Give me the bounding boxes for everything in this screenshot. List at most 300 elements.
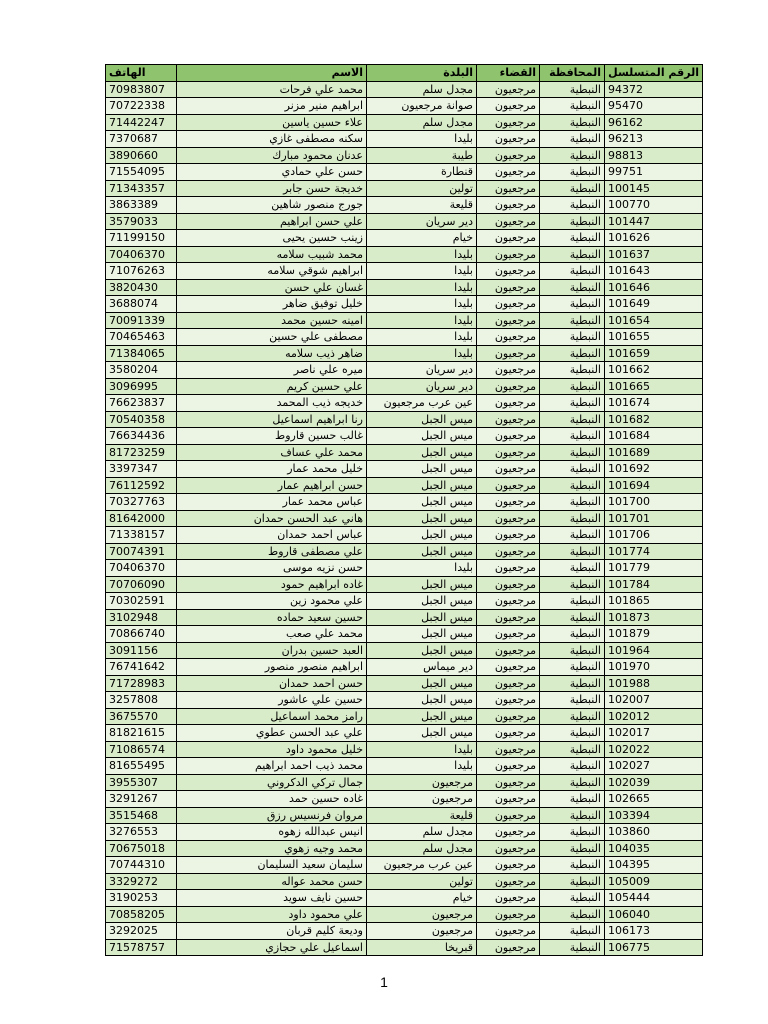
name-cell: عدنان محمود مبارك <box>177 147 367 164</box>
town-cell: ميس الجبل <box>367 428 477 445</box>
name-cell: علي مصطفى قاروط <box>177 543 367 560</box>
district-cell: مرجعيون <box>477 477 540 494</box>
name-cell: محمد وجيه زهوي <box>177 840 367 857</box>
serial-cell: 101655 <box>605 329 703 346</box>
phone-cell: 76634436 <box>106 428 177 445</box>
serial-cell: 102039 <box>605 774 703 791</box>
district-cell: مرجعيون <box>477 345 540 362</box>
district-cell: مرجعيون <box>477 939 540 956</box>
town-cell: ميس الجبل <box>367 411 477 428</box>
district-cell: مرجعيون <box>477 494 540 511</box>
district-cell: مرجعيون <box>477 890 540 907</box>
district-cell: مرجعيون <box>477 279 540 296</box>
district-cell: مرجعيون <box>477 675 540 692</box>
town-cell: بليدا <box>367 246 477 263</box>
serial-cell: 105444 <box>605 890 703 907</box>
name-cell: حسن نزيه موسى <box>177 560 367 577</box>
town-cell: ميس الجبل <box>367 510 477 527</box>
governorate-cell: النبطية <box>540 263 605 280</box>
name-cell: رامز محمد اسماعيل <box>177 708 367 725</box>
governorate-cell: النبطية <box>540 411 605 428</box>
town-cell: ميس الجبل <box>367 494 477 511</box>
name-cell: غاده ابراهيم حمود <box>177 576 367 593</box>
phone-cell: 3276553 <box>106 824 177 841</box>
governorate-cell: النبطية <box>540 428 605 445</box>
town-cell: ميس الجبل <box>367 692 477 709</box>
governorate-cell: النبطية <box>540 675 605 692</box>
table-row <box>106 362 703 379</box>
district-cell: مرجعيون <box>477 741 540 758</box>
governorate-cell: النبطية <box>540 114 605 131</box>
name-cell: امينه حسين محمد <box>177 312 367 329</box>
governorate-cell: النبطية <box>540 81 605 98</box>
serial-cell: 101654 <box>605 312 703 329</box>
serial-cell: 102012 <box>605 708 703 725</box>
serial-cell: 96213 <box>605 131 703 148</box>
district-cell: مرجعيون <box>477 543 540 560</box>
governorate-cell: النبطية <box>540 824 605 841</box>
serial-cell: 101879 <box>605 626 703 643</box>
table-row <box>106 857 703 874</box>
name-cell: محمد شبيب سلامه <box>177 246 367 263</box>
table-row <box>106 411 703 428</box>
name-cell: ابراهيم منصور منصور <box>177 659 367 676</box>
serial-cell: 100145 <box>605 180 703 197</box>
governorate-cell: النبطية <box>540 279 605 296</box>
name-cell: ابراهيم شوقي سلامه <box>177 263 367 280</box>
name-cell: خليل محمود داود <box>177 741 367 758</box>
governorate-cell: النبطية <box>540 906 605 923</box>
header-town: البلدة <box>367 65 477 82</box>
phone-cell: 81723259 <box>106 444 177 461</box>
governorate-cell: النبطية <box>540 774 605 791</box>
phone-cell: 71578757 <box>106 939 177 956</box>
table-row <box>106 692 703 709</box>
table-row <box>106 758 703 775</box>
name-cell: غسان علي حسن <box>177 279 367 296</box>
name-cell: سليمان سعيد السليمان <box>177 857 367 874</box>
governorate-cell: النبطية <box>540 758 605 775</box>
table-row <box>106 741 703 758</box>
town-cell: مرجعيون <box>367 906 477 923</box>
table-row <box>106 378 703 395</box>
district-cell: مرجعيون <box>477 824 540 841</box>
district-cell: مرجعيون <box>477 791 540 808</box>
serial-cell: 106775 <box>605 939 703 956</box>
name-cell: حسين نايف سويد <box>177 890 367 907</box>
town-cell: ميس الجبل <box>367 477 477 494</box>
phone-cell: 76741642 <box>106 659 177 676</box>
table-row <box>106 114 703 131</box>
serial-cell: 101865 <box>605 593 703 610</box>
name-cell: خليل توفيق ضاهر <box>177 296 367 313</box>
phone-cell: 3579033 <box>106 213 177 230</box>
table-row <box>106 329 703 346</box>
table-row <box>106 642 703 659</box>
governorate-cell: النبطية <box>540 857 605 874</box>
serial-cell: 101626 <box>605 230 703 247</box>
district-cell: مرجعيون <box>477 659 540 676</box>
name-cell: ابراهيم منير مزنر <box>177 98 367 115</box>
governorate-cell: النبطية <box>540 230 605 247</box>
serial-cell: 101682 <box>605 411 703 428</box>
phone-cell: 70406370 <box>106 560 177 577</box>
serial-cell: 101649 <box>605 296 703 313</box>
table-row <box>106 840 703 857</box>
table-row <box>106 675 703 692</box>
name-cell: زينب حسين يحيى <box>177 230 367 247</box>
district-cell: مرجعيون <box>477 180 540 197</box>
town-cell: ميس الجبل <box>367 576 477 593</box>
serial-cell: 102665 <box>605 791 703 808</box>
table-row <box>106 593 703 610</box>
governorate-cell: النبطية <box>540 527 605 544</box>
table-row <box>106 296 703 313</box>
name-cell: علاء حسين ياسين <box>177 114 367 131</box>
phone-cell: 71442247 <box>106 114 177 131</box>
header-phone: الهاتف <box>106 65 177 82</box>
governorate-cell: النبطية <box>540 939 605 956</box>
town-cell: خيام <box>367 230 477 247</box>
name-cell: العبد حسين بدران <box>177 642 367 659</box>
phone-cell: 70983807 <box>106 81 177 98</box>
table-row <box>106 246 703 263</box>
governorate-cell: النبطية <box>540 197 605 214</box>
phone-cell: 70540358 <box>106 411 177 428</box>
table-row <box>106 626 703 643</box>
town-cell: تولين <box>367 873 477 890</box>
name-cell: جمال تركي الدكروني <box>177 774 367 791</box>
serial-cell: 101694 <box>605 477 703 494</box>
governorate-cell: النبطية <box>540 329 605 346</box>
table-row <box>106 510 703 527</box>
district-cell: مرجعيون <box>477 758 540 775</box>
town-cell: قليعة <box>367 197 477 214</box>
name-cell: حسن علي حمادي <box>177 164 367 181</box>
town-cell: بليدا <box>367 296 477 313</box>
name-cell: علي محمود داود <box>177 906 367 923</box>
governorate-cell: النبطية <box>540 180 605 197</box>
phone-cell: 3820430 <box>106 279 177 296</box>
governorate-cell: النبطية <box>540 444 605 461</box>
town-cell: مجدل سلم <box>367 81 477 98</box>
district-cell: مرجعيون <box>477 593 540 610</box>
header-row <box>106 65 703 82</box>
district-cell: مرجعيون <box>477 131 540 148</box>
phone-cell: 7370687 <box>106 131 177 148</box>
town-cell: مجدل سلم <box>367 840 477 857</box>
serial-cell: 101706 <box>605 527 703 544</box>
serial-cell: 101964 <box>605 642 703 659</box>
phone-cell: 3329272 <box>106 873 177 890</box>
district-cell: مرجعيون <box>477 609 540 626</box>
governorate-cell: النبطية <box>540 147 605 164</box>
district-cell: مرجعيون <box>477 312 540 329</box>
phone-cell: 81642000 <box>106 510 177 527</box>
governorate-cell: النبطية <box>540 659 605 676</box>
phone-cell: 70302591 <box>106 593 177 610</box>
phone-cell: 3257808 <box>106 692 177 709</box>
header-name: الاسم <box>177 65 367 82</box>
district-cell: مرجعيون <box>477 428 540 445</box>
district-cell: مرجعيون <box>477 444 540 461</box>
governorate-cell: النبطية <box>540 807 605 824</box>
phone-cell: 70091339 <box>106 312 177 329</box>
table-row <box>106 609 703 626</box>
district-cell: مرجعيون <box>477 461 540 478</box>
governorate-cell: النبطية <box>540 246 605 263</box>
district-cell: مرجعيون <box>477 527 540 544</box>
governorate-cell: النبطية <box>540 494 605 511</box>
town-cell: قليعة <box>367 807 477 824</box>
phone-cell: 70327763 <box>106 494 177 511</box>
table-row <box>106 494 703 511</box>
governorate-cell: النبطية <box>540 741 605 758</box>
serial-cell: 99751 <box>605 164 703 181</box>
name-cell: خديجة حسن جابر <box>177 180 367 197</box>
governorate-cell: النبطية <box>540 692 605 709</box>
table-row <box>106 81 703 98</box>
town-cell: ميس الجبل <box>367 626 477 643</box>
serial-cell: 102017 <box>605 725 703 742</box>
governorate-cell: النبطية <box>540 576 605 593</box>
governorate-cell: النبطية <box>540 477 605 494</box>
serial-cell: 95470 <box>605 98 703 115</box>
name-cell: حسن ابراهيم عمار <box>177 477 367 494</box>
phone-cell: 3102948 <box>106 609 177 626</box>
governorate-cell: النبطية <box>540 98 605 115</box>
serial-cell: 101684 <box>605 428 703 445</box>
serial-cell: 101643 <box>605 263 703 280</box>
governorate-cell: النبطية <box>540 642 605 659</box>
table-body <box>106 81 703 956</box>
name-cell: ضاهر ذيب سلامه <box>177 345 367 362</box>
table-row <box>106 560 703 577</box>
phone-cell: 71199150 <box>106 230 177 247</box>
name-cell: انيس عبدالله زهوه <box>177 824 367 841</box>
name-cell: غالب حسين قاروط <box>177 428 367 445</box>
governorate-cell: النبطية <box>540 560 605 577</box>
district-cell: مرجعيون <box>477 923 540 940</box>
serial-cell: 103394 <box>605 807 703 824</box>
governorate-cell: النبطية <box>540 296 605 313</box>
district-cell: مرجعيون <box>477 642 540 659</box>
governorate-cell: النبطية <box>540 461 605 478</box>
governorate-cell: النبطية <box>540 840 605 857</box>
name-cell: خديجه ذيب المحمد <box>177 395 367 412</box>
governorate-cell: النبطية <box>540 510 605 527</box>
governorate-cell: النبطية <box>540 395 605 412</box>
governorate-cell: النبطية <box>540 708 605 725</box>
town-cell: دير سريان <box>367 213 477 230</box>
governorate-cell: النبطية <box>540 345 605 362</box>
district-cell: مرجعيون <box>477 263 540 280</box>
district-cell: مرجعيون <box>477 807 540 824</box>
town-cell: ميس الجبل <box>367 593 477 610</box>
town-cell: ميس الجبل <box>367 708 477 725</box>
town-cell: مرجعيون <box>367 774 477 791</box>
town-cell: ميس الجبل <box>367 675 477 692</box>
district-cell: مرجعيون <box>477 362 540 379</box>
town-cell: قبريخا <box>367 939 477 956</box>
page-number: 1 <box>380 974 388 990</box>
district-cell: مرجعيون <box>477 147 540 164</box>
table-row <box>106 939 703 956</box>
table-row <box>106 659 703 676</box>
town-cell: بليدا <box>367 560 477 577</box>
table-row <box>106 708 703 725</box>
governorate-cell: النبطية <box>540 791 605 808</box>
name-cell: علي حسن ابراهيم <box>177 213 367 230</box>
name-cell: حسن احمد حمدان <box>177 675 367 692</box>
table-row <box>106 477 703 494</box>
phone-cell: 71384065 <box>106 345 177 362</box>
town-cell: بليدا <box>367 131 477 148</box>
district-cell: مرجعيون <box>477 510 540 527</box>
phone-cell: 3955307 <box>106 774 177 791</box>
name-cell: عباس محمد عمار <box>177 494 367 511</box>
district-cell: مرجعيون <box>477 378 540 395</box>
town-cell: ميس الجبل <box>367 444 477 461</box>
phone-cell: 70675018 <box>106 840 177 857</box>
serial-cell: 101659 <box>605 345 703 362</box>
phone-cell: 3675570 <box>106 708 177 725</box>
serial-cell: 105009 <box>605 873 703 890</box>
name-cell: مصطفى علي حسين <box>177 329 367 346</box>
serial-cell: 100770 <box>605 197 703 214</box>
phone-cell: 71554095 <box>106 164 177 181</box>
phone-cell: 70465463 <box>106 329 177 346</box>
serial-cell: 94372 <box>605 81 703 98</box>
town-cell: دير سريان <box>367 362 477 379</box>
district-cell: مرجعيون <box>477 246 540 263</box>
phone-cell: 70074391 <box>106 543 177 560</box>
district-cell: مرجعيون <box>477 708 540 725</box>
serial-cell: 101646 <box>605 279 703 296</box>
town-cell: مرجعيون <box>367 923 477 940</box>
serial-cell: 103860 <box>605 824 703 841</box>
phone-cell: 3397347 <box>106 461 177 478</box>
governorate-cell: النبطية <box>540 890 605 907</box>
town-cell: دير سريان <box>367 378 477 395</box>
table-row <box>106 164 703 181</box>
name-cell: حسين علي عاشور <box>177 692 367 709</box>
table-row <box>106 576 703 593</box>
town-cell: طيبة <box>367 147 477 164</box>
table-row <box>106 345 703 362</box>
table-row <box>106 906 703 923</box>
name-cell: جورج منصور شاهين <box>177 197 367 214</box>
name-cell: رنا ابراهيم اسماعيل <box>177 411 367 428</box>
town-cell: ميس الجبل <box>367 725 477 742</box>
phone-cell: 71338157 <box>106 527 177 544</box>
district-cell: مرجعيون <box>477 98 540 115</box>
governorate-cell: النبطية <box>540 923 605 940</box>
phone-cell: 3580204 <box>106 362 177 379</box>
serial-cell: 101637 <box>605 246 703 263</box>
phone-cell: 70406370 <box>106 246 177 263</box>
serial-cell: 102027 <box>605 758 703 775</box>
table-row <box>106 98 703 115</box>
serial-cell: 98813 <box>605 147 703 164</box>
phone-cell: 3688074 <box>106 296 177 313</box>
table-row <box>106 180 703 197</box>
serial-cell: 101988 <box>605 675 703 692</box>
serial-cell: 102022 <box>605 741 703 758</box>
district-cell: مرجعيون <box>477 329 540 346</box>
serial-cell: 101701 <box>605 510 703 527</box>
town-cell: بليدا <box>367 312 477 329</box>
serial-cell: 101692 <box>605 461 703 478</box>
name-cell: محمد علي عساف <box>177 444 367 461</box>
table-row <box>106 312 703 329</box>
district-cell: مرجعيون <box>477 560 540 577</box>
name-cell: مروان فرنسيس رزق <box>177 807 367 824</box>
serial-cell: 101689 <box>605 444 703 461</box>
name-cell: سكنه مصطفى غازي <box>177 131 367 148</box>
district-cell: مرجعيون <box>477 692 540 709</box>
table-row <box>106 279 703 296</box>
serial-cell: 101665 <box>605 378 703 395</box>
governorate-cell: النبطية <box>540 725 605 742</box>
name-cell: علي محمود زين <box>177 593 367 610</box>
phone-cell: 3292025 <box>106 923 177 940</box>
town-cell: عين عرب مرجعيون <box>367 857 477 874</box>
governorate-cell: النبطية <box>540 543 605 560</box>
phone-cell: 3890660 <box>106 147 177 164</box>
table-row <box>106 395 703 412</box>
serial-cell: 101779 <box>605 560 703 577</box>
phone-cell: 3291267 <box>106 791 177 808</box>
town-cell: ميس الجبل <box>367 461 477 478</box>
table-row <box>106 213 703 230</box>
serial-cell: 101970 <box>605 659 703 676</box>
name-cell: وديعة كليم قربان <box>177 923 367 940</box>
governorate-cell: النبطية <box>540 362 605 379</box>
phone-cell: 71728983 <box>106 675 177 692</box>
name-cell: حسين سعيد حماده <box>177 609 367 626</box>
serial-cell: 104395 <box>605 857 703 874</box>
town-cell: بليدا <box>367 758 477 775</box>
district-cell: مرجعيون <box>477 81 540 98</box>
header-governorate: المحافظة <box>540 65 605 82</box>
table-row <box>106 230 703 247</box>
town-cell: مرجعيون <box>367 791 477 808</box>
district-cell: مرجعيون <box>477 164 540 181</box>
table-row <box>106 444 703 461</box>
town-cell: خيام <box>367 890 477 907</box>
district-cell: مرجعيون <box>477 906 540 923</box>
town-cell: صوانة مرجعيون <box>367 98 477 115</box>
district-cell: مرجعيون <box>477 725 540 742</box>
name-cell: علي عبد الحسن عطوي <box>177 725 367 742</box>
phone-cell: 3091156 <box>106 642 177 659</box>
phone-cell: 76112592 <box>106 477 177 494</box>
serial-cell: 101662 <box>605 362 703 379</box>
phone-cell: 70706090 <box>106 576 177 593</box>
town-cell: بليدا <box>367 741 477 758</box>
town-cell: مجدل سلم <box>367 824 477 841</box>
governorate-cell: النبطية <box>540 164 605 181</box>
serial-cell: 101674 <box>605 395 703 412</box>
phone-cell: 71343357 <box>106 180 177 197</box>
serial-cell: 101700 <box>605 494 703 511</box>
table-row <box>106 774 703 791</box>
town-cell: تولين <box>367 180 477 197</box>
name-cell: محمد علي فرحات <box>177 81 367 98</box>
serial-cell: 96162 <box>605 114 703 131</box>
serial-cell: 101784 <box>605 576 703 593</box>
